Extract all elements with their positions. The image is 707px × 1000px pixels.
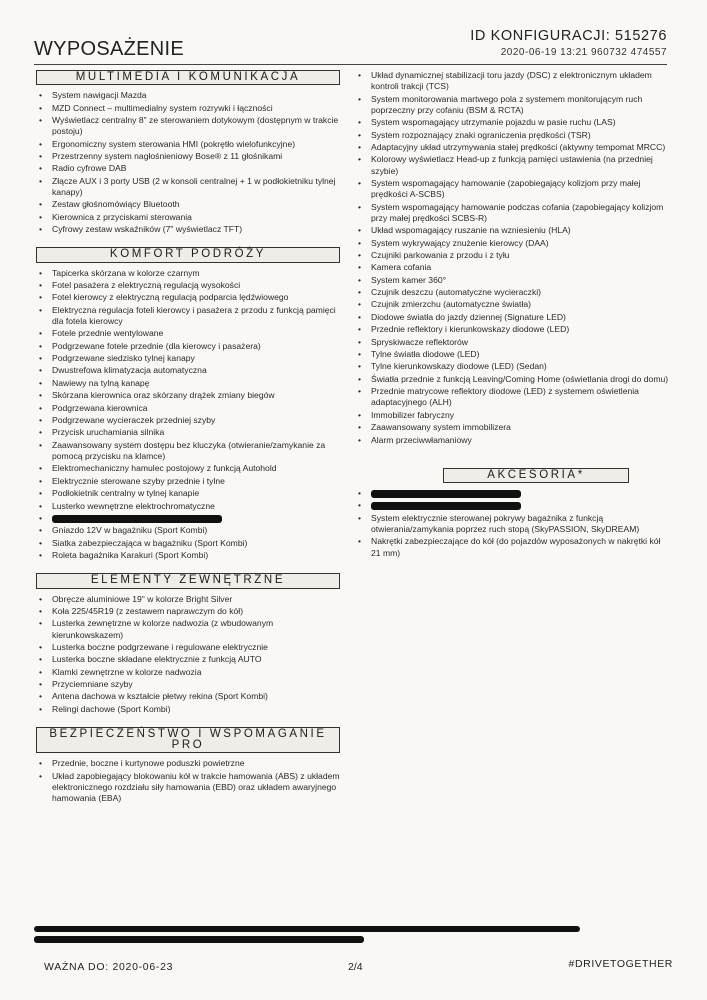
page-title: WYPOSAŻENIE	[34, 38, 184, 60]
redacted-item	[353, 500, 669, 511]
section-header: KOMFORT PODRÓŻY	[36, 247, 340, 262]
section-header: MULTIMEDIA I KOMUNIKACJA	[36, 70, 340, 85]
list-item: • Lusterka boczne podgrzewane i regulowane elektrycznie	[34, 642, 342, 653]
list-item: • Roleta bagażnika Karakuri (Sport Kombi)	[34, 550, 342, 561]
list-item: • Antena dachowa w kształcie płetwy rekina (Sport Kombi)	[34, 691, 342, 702]
list-item: • Kierownica z przyciskami sterowania	[34, 212, 342, 223]
list-item: • Podgrzewane siedzisko tylnej kanapy	[34, 353, 342, 364]
list-item: • MZD Connect – multimedialny system rozrywki i łączności	[34, 103, 342, 114]
section-multimedia-i-komunikacja	[34, 70, 342, 235]
list-item: • Fotel pasażera z elektryczną regulacją wysokości	[34, 280, 342, 291]
list-item: • Koła 225/45R19 (z zestawem naprawczym do kół)	[34, 606, 342, 617]
list-item: • Przestrzenny system nagłośnieniowy Bose® z 11 głośnikami	[34, 151, 342, 162]
list-item: • Światła przednie z funkcją Leaving/Coming Home (oświetlania drogi do domu)	[353, 374, 669, 385]
section-continued	[353, 70, 669, 446]
list-item: • Nawiewy na tylną kanapę	[34, 378, 342, 389]
list-item: • Przednie matrycowe reflektory diodowe (LED) z systemem oświetlenia adaptacyjnego (ALH)	[353, 386, 669, 408]
list-item: • System wykrywający znużenie kierowcy (DAA)	[353, 238, 669, 249]
list-item: • Nakrętki zabezpieczające do kół (do pojazdów wyposażonych w nakrętki kół 21 mm)	[353, 536, 669, 558]
list-item: • Przyciemniane szyby	[34, 679, 342, 690]
list-item: • Podgrzewane wycieraczek przedniej szyby	[34, 415, 342, 426]
list-item: • Zaawansowany system immobilizera	[353, 422, 669, 433]
list-item: • Siatka zabezpieczająca w bagażniku (Sport Kombi)	[34, 538, 342, 549]
section-header: BEZPIECZEŃSTWO I WSPOMAGANIE PRO	[36, 727, 340, 753]
list-item: • Lusterko wewnętrzne elektrochromatyczne	[34, 501, 342, 512]
list-item: • Lusterka boczne składane elektrycznie z funkcją AUTO	[34, 654, 342, 665]
list-item: • System monitorowania martwego pola z systemem monitorującym ruch poprzeczny przy cofaniu (BSM & RCTA)	[353, 94, 669, 116]
config-date: 2020-06-19 13:21 960732 474557	[500, 47, 667, 58]
section-komfort-podrozy	[34, 247, 342, 561]
list-item: • Przycisk uruchamiania silnika	[34, 427, 342, 438]
list-item: • Układ dynamicznej stabilizacji toru jazdy (DSC) z elektronicznym układem kontroli trakcji (TCS)	[353, 70, 669, 92]
list-item: • Podgrzewana kierownica	[34, 403, 342, 414]
list-item: • Wyświetlacz centralny 8" ze sterowaniem dotykowym (dostępnym w trakcie postoju)	[34, 115, 342, 137]
footer-redaction	[34, 936, 364, 943]
redacted-item	[34, 513, 342, 524]
list-item: • Skórzana kierownica oraz skórzany drążek zmiany biegów	[34, 390, 342, 401]
list-item: • Tapicerka skórzana w kolorze czarnym	[34, 268, 342, 279]
list-item: • Gniazdo 12V w bagażniku (Sport Kombi)	[34, 525, 342, 536]
list-item: • Tylne światła diodowe (LED)	[353, 349, 669, 360]
section-akcesoria	[353, 468, 669, 559]
list-item: • Kamera cofania	[353, 262, 669, 273]
equipment-list	[353, 70, 669, 446]
list-item: • Podgrzewane fotele przednie (dla kierowcy i pasażera)	[34, 341, 342, 352]
list-item: • System nawigacji Mazda	[34, 90, 342, 101]
list-item: • Klamki zewnętrzne w kolorze nadwozia	[34, 667, 342, 678]
section-elementy-zewnetrzne	[34, 573, 342, 715]
list-item: • Tylne kierunkowskazy diodowe (LED) (Sedan)	[353, 361, 669, 372]
hashtag: #DRIVETOGETHER	[568, 958, 673, 970]
list-item: • Podłokietnik centralny w tylnej kanapie	[34, 488, 342, 499]
section-header: AKCESORIA*	[443, 468, 629, 483]
list-item: • Układ zapobiegający blokowaniu kół w trakcie hamowania (ABS) z układem elektronicznego rozdziału siły hamowania (EBD) oraz układem awaryjnego hamowania (EBA)	[34, 771, 342, 805]
section-header: ELEMENTY ZEWNĘTRZNE	[36, 573, 340, 588]
redaction-bar	[371, 490, 521, 498]
list-item: • Obręcze aluminiowe 19" w kolorze Bright Silver	[34, 594, 342, 605]
list-item: • Ergonomiczny system sterowania HMI (pokrętło wielofunkcyjne)	[34, 139, 342, 150]
list-item: • System wspomagający utrzymanie pojazdu w pasie ruchu (LAS)	[353, 117, 669, 128]
list-item: • Elektromechaniczny hamulec postojowy z funkcją Autohold	[34, 463, 342, 474]
equipment-list	[353, 488, 669, 559]
equipment-list	[34, 90, 342, 235]
list-item: • Czujnik deszczu (automatyczne wycieraczki)	[353, 287, 669, 298]
equipment-list	[34, 268, 342, 562]
list-item: • Zestaw głośnomówiący Bluetooth	[34, 199, 342, 210]
list-item: • Elektryczna regulacja foteli kierowcy i pasażera z przodu z funkcją pamięci dla fotela kierowcy	[34, 305, 342, 327]
list-item: • Fotele przednie wentylowane	[34, 328, 342, 339]
list-item: • Relingi dachowe (Sport Kombi)	[34, 704, 342, 715]
left-column	[34, 70, 342, 806]
redacted-item	[353, 488, 669, 499]
list-item: • Przednie reflektory i kierunkowskazy diodowe (LED)	[353, 324, 669, 335]
list-item: • System wspomagający hamowanie (zapobiegający kolizjom przy małej prędkości A-SCBS)	[353, 178, 669, 200]
equipment-list	[34, 758, 342, 804]
list-item: • Lusterka zewnętrzne w kolorze nadwozia (z wbudowanym kierunkowskazem)	[34, 618, 342, 640]
list-item: • System kamer 360°	[353, 275, 669, 286]
list-item: • Cyfrowy zestaw wskaźników (7" wyświetlacz TFT)	[34, 224, 342, 235]
redaction-bar	[371, 502, 521, 510]
header-divider	[34, 64, 667, 65]
list-item: • Czujniki parkowania z przodu i z tyłu	[353, 250, 669, 261]
list-item: • Fotel kierowcy z elektryczną regulacją podparcia lędźwiowego	[34, 292, 342, 303]
list-item: • Diodowe światła do jazdy dziennej (Signature LED)	[353, 312, 669, 323]
list-item: • Radio cyfrowe DAB	[34, 163, 342, 174]
list-item: • Spryskiwacze reflektorów	[353, 337, 669, 348]
equipment-list	[34, 594, 342, 716]
right-column	[353, 70, 669, 560]
list-item: • Czujnik zmierzchu (automatyczne światła)	[353, 299, 669, 310]
list-item: • Zaawansowany system dostępu bez kluczyka (otwieranie/zamykanie za pomocą przycisku na klamce)	[34, 440, 342, 462]
list-item: • Alarm przeciwwłamaniowy	[353, 435, 669, 446]
section-bezpieczenstwo-i-wspomaganie-pro	[34, 727, 342, 804]
list-item: • Złącze AUX i 3 porty USB (2 w konsoli centralnej + 1 w podłokietniku tylnej kanapy)	[34, 176, 342, 198]
footer-redaction	[34, 926, 580, 932]
list-item: • Adaptacyjny układ utrzymywania stałej prędkości (aktywny tempomat MRCC)	[353, 142, 669, 153]
list-item: • Elektrycznie sterowane szyby przednie i tylne	[34, 476, 342, 487]
valid-until: WAŻNA DO: 2020-06-23	[44, 961, 174, 973]
list-item: • Układ wspomagający ruszanie na wzniesieniu (HLA)	[353, 225, 669, 236]
list-item: • Immobilizer fabryczny	[353, 410, 669, 421]
redaction-bar	[52, 515, 222, 523]
list-item: • Przednie, boczne i kurtynowe poduszki powietrzne	[34, 758, 342, 769]
list-item: • System wspomagający hamowanie podczas cofania (zapobiegający kolizjom przy małej prędkości SCBS-R)	[353, 202, 669, 224]
list-item: • System elektrycznie sterowanej pokrywy bagażnika z funkcją otwierania/zamykania poprzez ruch stopą (SkyPASSION, SkyDREAM)	[353, 513, 669, 535]
list-item: • Kolorowy wyświetlacz Head-up z funkcją pamięci ustawienia (na przedniej szybie)	[353, 154, 669, 176]
page-number: 2/4	[348, 961, 363, 973]
list-item: • Dwustrefowa klimatyzacja automatyczna	[34, 365, 342, 376]
list-item: • System rozpoznający znaki ograniczenia prędkości (TSR)	[353, 130, 669, 141]
config-id: ID KONFIGURACJI: 515276	[470, 28, 667, 44]
